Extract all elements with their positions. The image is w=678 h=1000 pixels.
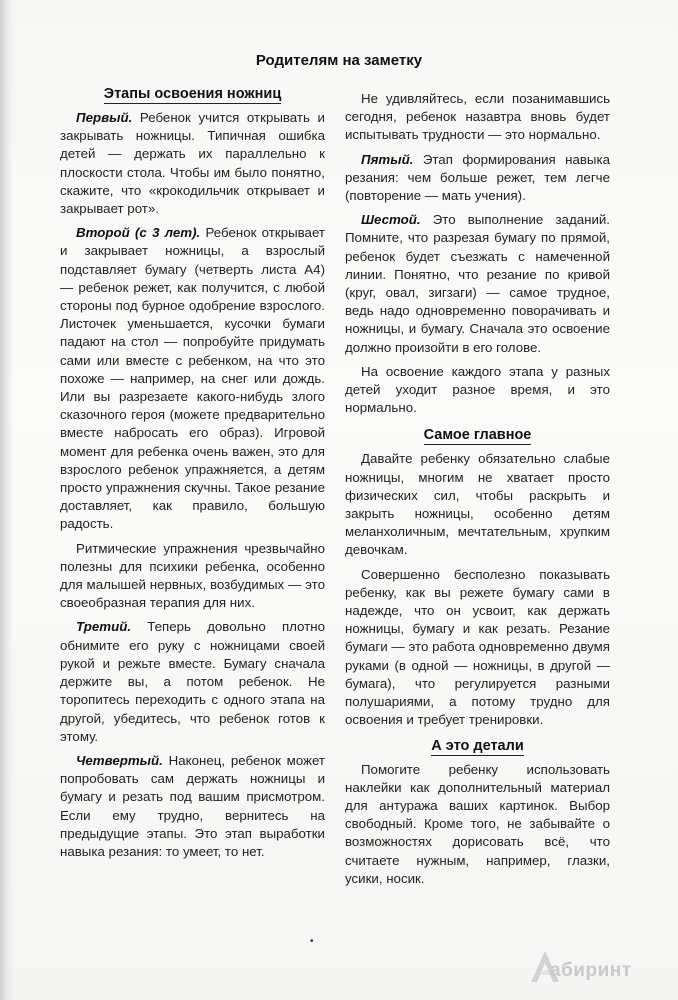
- paragraph-text: Этап формирования навыка резания: чем больше режет, тем легче (повторение — мать учения).: [345, 151, 610, 204]
- section-heading-main: Самое главное: [423, 427, 532, 444]
- paragraph-text: Теперь довольно плотно обнимите его руку с ножницами своей рукой и режьте вместе. Бумагу сначала держите вы, а потом ребенок. Не торопитесь переходить с одного этапа на другой, убедитесь, что ребенок готов к этому.: [60, 619, 325, 744]
- paragraph-text: Давайте ребенку обязательно слабые ножницы, многим не хватает просто физических сил, чтобы раскрыть и закрыть ножницы, особенно детям меланхоличным, мечтательным, хрупким девочкам.: [345, 451, 610, 558]
- paragraph-text: Ребенок открывает и закрывает ножницы, а взрослый подставляет бумагу (четверть листа А4) — ребенок режет, как получится, с любой стороны под бурное одобрение взрослого. Листочек уменьшается, кусочки бумаги падают на стол — попробуйте придумать сами или вместе с ребенком, на что это похоже — например, на снег или дождь. Или вы разрезаете какого-нибудь злого сказочного героя (можете предварительно вместе набросать его образ). Игровой момент для ребенка очень важен, это для взрослого ребенок упражняется, а детям просто упражнения скучны. Такое резание доставляет, как правило, большую радость.: [60, 225, 325, 532]
- paragraph-lead: Первый.: [76, 110, 133, 125]
- paragraph-text: Это выполнение заданий. Помните, что разрезая бумагу по прямой, ребенок будет съезжать с намеченной линии. Понятно, что резание по кривой (круг, овал, зигзаги) — самое трудное, ведь надо одновременно поворачивать и ножницы, и бумагу. Сначала это освоение должно произойти в его голове.: [345, 212, 610, 355]
- paragraph-rhythmic: [60, 540, 325, 613]
- paragraph-stage-5: [345, 151, 610, 206]
- paragraph-stage-1: [60, 109, 325, 218]
- paragraph-stickers: [345, 761, 610, 888]
- scan-edge-shadow: [0, 0, 14, 1000]
- paragraph-stage-4: [60, 752, 325, 861]
- paragraph-dont-worry: [345, 90, 610, 145]
- page-title: Родителям на заметку: [255, 52, 423, 69]
- paragraph-weak-scissors: [345, 450, 610, 559]
- paragraph-lead: Четвертый.: [76, 752, 163, 768]
- paragraph-lead: Третий.: [76, 619, 132, 635]
- paragraph-lead: Второй (с 3 лет).: [76, 225, 201, 241]
- labirint-logo-text: абиринт: [550, 960, 632, 981]
- section-heading-stages: Этапы освоения ножниц: [103, 86, 282, 102]
- paragraph-lead: Пятый.: [361, 151, 414, 167]
- paragraph-useless-demo: [345, 566, 610, 730]
- left-column: [60, 86, 325, 867]
- paragraph-lead: Шестой.: [361, 212, 421, 228]
- paragraph-text: Наконец, ребенок может попробовать сам держать ножницы и бумагу и резать под вашим присмотром. Если ему трудно, вернитесь на предыдущие этапы. Это этап выработки навыка резания: то умеет, то нет.: [60, 752, 325, 859]
- paragraph-text: Ребенок учится открывать и закрывать ножницы. Типичная ошибка детей — держать их параллельно к плоскости стола. Чтобы им было понятно, скажите, что «крокодильчик открывает и закрывает рот».: [60, 110, 325, 217]
- paragraph-text: Помогите ребенку использовать наклейки как дополнительный материал для антуража ваших картинок. Выбор свободный. Кроме того, не забывайте о возможностях дорисовать всё, что считаете нужным, например, глазки, усики, носик.: [345, 761, 610, 886]
- section-heading-details: А это детали: [431, 737, 524, 754]
- paragraph-text: Не удивляйтесь, если позанимавшись сегодня, ребенок назавтра вновь будет испытывать трудности — это нормально.: [345, 91, 610, 143]
- paragraph-text: На освоение каждого этапа у разных детей уходит разное время, и это нормально.: [345, 363, 610, 416]
- paragraph-each-stage: [345, 363, 610, 418]
- paragraph-stage-6: [345, 211, 610, 357]
- paragraph-stage-3: [60, 618, 325, 745]
- paragraph-text: Совершенно бесполезно показывать ребенку, как вы режете бумагу сами в надежде, что он усвоит, как держать ножницы, бумагу и как резать. Резание бумаги — это работа одновременно двумя руками (в одной — ножницы, в другой — бумага), что регулируется разными полушариями, а потому трудно для освоения и требует тренировки.: [345, 566, 610, 728]
- page-footer-mark: •: [310, 936, 314, 947]
- paragraph-stage-2: [60, 224, 325, 533]
- labirint-watermark: [528, 948, 668, 984]
- right-column: [345, 90, 610, 894]
- paragraph-text: Ритмические упражнения чрезвычайно полезны для психики ребенка, особенно для малышей нервных, возбудимых — это своеобразная терапия для них.: [60, 540, 325, 611]
